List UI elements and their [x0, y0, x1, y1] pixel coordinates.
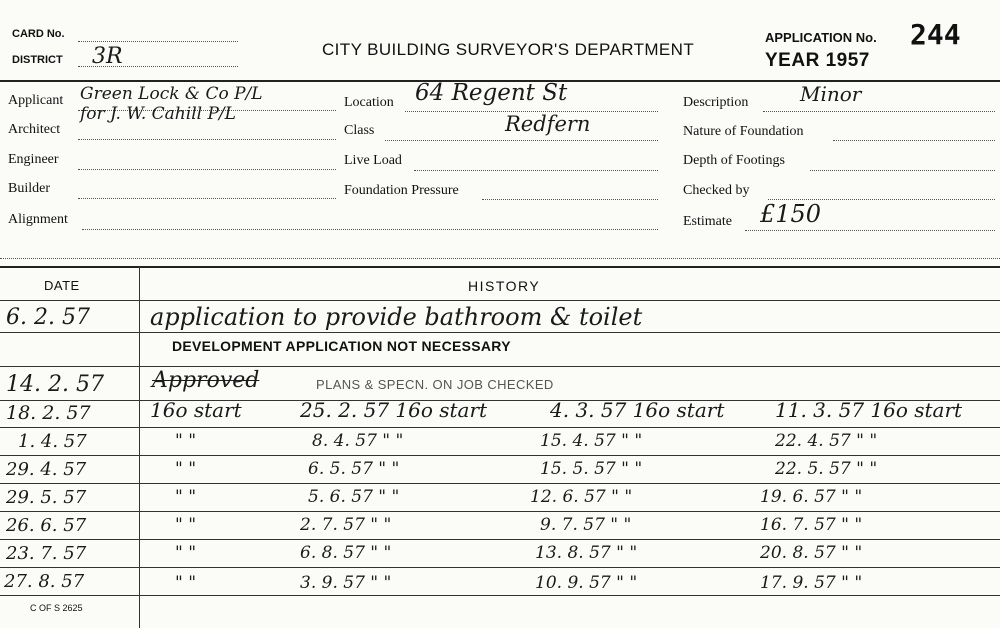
- form-code: C OF S 2625: [30, 603, 83, 613]
- location-value-1: 64 Regent St: [415, 80, 568, 106]
- row-rule: [0, 595, 1000, 596]
- card-no-label: CARD No.: [12, 28, 65, 40]
- row-cell: 5. 6. 57 " ": [308, 487, 400, 507]
- row-rule: [0, 483, 1000, 484]
- class-line: [385, 140, 658, 141]
- estimate-label: Estimate: [683, 214, 732, 229]
- applicant-value-2: for J. W. Cahill P/L: [80, 104, 236, 124]
- table-top-rule: [0, 266, 1000, 268]
- header-row-rule: [0, 300, 1000, 301]
- row-date: 29. 4. 57: [6, 459, 87, 480]
- depth-of-footings-label: Depth of Footings: [683, 153, 785, 168]
- row-rule: [0, 455, 1000, 456]
- row-cell: 8. 4. 57 " ": [312, 431, 404, 451]
- description-line: [763, 111, 995, 112]
- row-cell: 13. 8. 57 " ": [535, 543, 638, 563]
- row-cell: 22. 5. 57 " ": [775, 459, 878, 479]
- row-date: 18. 2. 57: [6, 402, 91, 424]
- row-cell: 19. 6. 57 " ": [760, 487, 863, 507]
- row-cell: 20. 8. 57 " ": [760, 543, 863, 563]
- row-cell: 25. 2. 57 16o start: [300, 398, 488, 422]
- row-cell: 16. 7. 57 " ": [760, 515, 863, 535]
- applicant-value-1: Green Lock & Co P/L: [80, 84, 263, 104]
- row-history: Approved: [152, 368, 260, 393]
- card-no-line: [78, 41, 238, 42]
- row-cell: 9. 7. 57 " ": [540, 515, 632, 535]
- row-date: 1. 4. 57: [18, 431, 87, 452]
- row-cell: 12. 6. 57 " ": [530, 487, 633, 507]
- date-header: DATE: [44, 278, 80, 293]
- development-stamp: DEVELOPMENT APPLICATION NOT NECESSARY: [172, 338, 511, 354]
- row-date: 26. 6. 57: [6, 515, 87, 536]
- row-cell: " ": [175, 573, 197, 593]
- alignment-label: Alignment: [8, 212, 68, 227]
- application-label: APPLICATION No.: [765, 30, 877, 45]
- row-date: 29. 5. 57: [6, 487, 87, 508]
- location-label: Location: [344, 95, 394, 110]
- district-label: DISTRICT: [12, 54, 63, 66]
- alignment-line: [82, 229, 658, 230]
- row-cell: 10. 9. 57 " ": [535, 573, 638, 593]
- depth-of-footings-line: [810, 170, 995, 171]
- application-number: 244: [910, 18, 961, 51]
- row-history: application to provide bathroom & toilet: [150, 303, 643, 331]
- row-rule: [0, 567, 1000, 568]
- foundation-pressure-line: [482, 199, 658, 200]
- district-value: 3R: [92, 44, 123, 69]
- row-cell: 15. 4. 57 " ": [540, 431, 643, 451]
- row-date: 23. 7. 57: [6, 543, 87, 564]
- estimate-value: £150: [760, 200, 822, 228]
- fields-bottom-dots: [0, 258, 1000, 259]
- row-cell: 17. 9. 57 " ": [760, 573, 863, 593]
- row-rule: [0, 511, 1000, 512]
- row-cell: " ": [175, 515, 197, 535]
- row-cell: 16o start: [150, 398, 242, 422]
- row-rule: [0, 332, 1000, 333]
- row-cell: " ": [175, 459, 197, 479]
- row-cell: 6. 8. 57 " ": [300, 543, 392, 563]
- row-date: 6. 2. 57: [6, 305, 90, 330]
- row-rule: [0, 427, 1000, 428]
- engineer-line: [78, 169, 336, 170]
- plans-checked-stamp: PLANS & SPECN. ON JOB CHECKED: [316, 377, 554, 392]
- builder-line: [78, 198, 336, 199]
- row-cell: 11. 3. 57 16o start: [775, 398, 963, 422]
- nature-of-foundation-line: [833, 140, 995, 141]
- row-date: 14. 2. 57: [6, 372, 104, 397]
- description-label: Description: [683, 95, 749, 110]
- applicant-label: Applicant: [8, 93, 64, 108]
- class-label: Class: [344, 123, 375, 138]
- nature-of-foundation-label: Nature of Foundation: [683, 124, 804, 139]
- row-date: 27. 8. 57: [4, 571, 85, 592]
- live-load-line: [414, 170, 658, 171]
- row-cell: 6. 5. 57 " ": [308, 459, 400, 479]
- row-cell: 4. 3. 57 16o start: [550, 398, 725, 422]
- row-cell: " ": [175, 543, 197, 563]
- row-cell: " ": [175, 431, 197, 451]
- row-rule: [0, 539, 1000, 540]
- checked-by-label: Checked by: [683, 183, 750, 198]
- department-title: CITY BUILDING SURVEYOR'S DEPARTMENT: [322, 40, 695, 59]
- row-cell: 22. 4. 57 " ": [775, 431, 878, 451]
- foundation-pressure-label: Foundation Pressure: [344, 183, 459, 198]
- estimate-line: [745, 230, 995, 231]
- location-value-2: Redfern: [505, 112, 591, 136]
- engineer-label: Engineer: [8, 152, 59, 167]
- description-value: Minor: [800, 82, 862, 106]
- date-column-divider: [139, 266, 140, 628]
- live-load-label: Live Load: [344, 153, 402, 168]
- architect-label: Architect: [8, 122, 61, 137]
- row-cell: 2. 7. 57 " ": [300, 515, 392, 535]
- year-label: YEAR 1957: [765, 50, 870, 71]
- row-cell: 15. 5. 57 " ": [540, 459, 643, 479]
- architect-line: [78, 139, 336, 140]
- builder-label: Builder: [8, 181, 50, 196]
- row-cell: " ": [175, 487, 197, 507]
- row-rule: [0, 366, 1000, 367]
- row-cell: 3. 9. 57 " ": [300, 573, 392, 593]
- history-header: HISTORY: [468, 278, 541, 294]
